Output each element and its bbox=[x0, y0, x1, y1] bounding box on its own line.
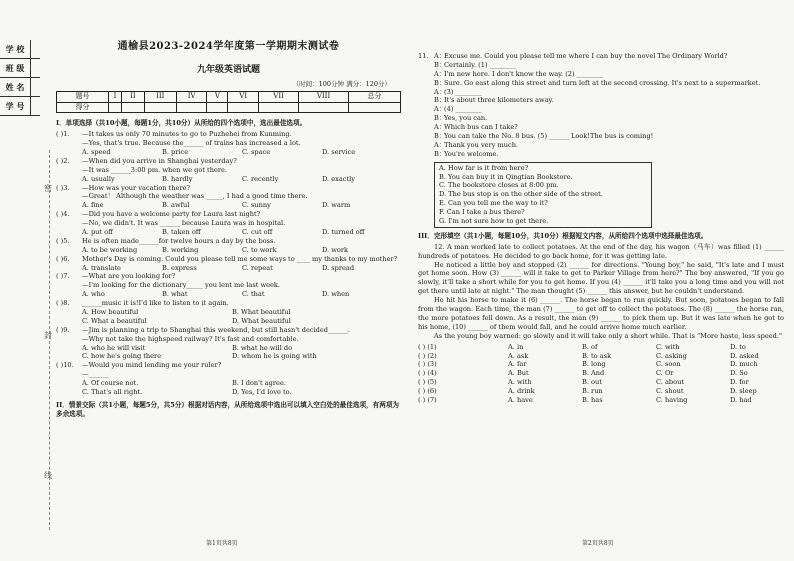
cloze-option: B. has bbox=[582, 395, 603, 404]
cloze-answer-number: ( ) (5) bbox=[418, 378, 437, 387]
score-header-cell: 题号 bbox=[57, 92, 109, 102]
question-text: —How was your vacation there? bbox=[82, 183, 191, 192]
question-text: —Jim is planning a trip to Shanghai this weekend, but still hasn't decided______. bbox=[82, 325, 350, 334]
option: A. usually bbox=[82, 174, 115, 183]
score-header-cell: VI bbox=[228, 92, 259, 102]
dialogue-indent bbox=[418, 70, 434, 79]
question-text: He is often made______for twelve hours a day by the boss. bbox=[82, 236, 276, 245]
question-number: ( )7. bbox=[56, 272, 70, 281]
binding-field-label: 班 级 bbox=[5, 62, 25, 73]
option: B. price bbox=[162, 147, 189, 156]
cloze-paragraph bbox=[418, 261, 784, 297]
footer-right: 第2页共8页 bbox=[582, 540, 614, 547]
question-line bbox=[56, 281, 401, 290]
question-number: ( )10. bbox=[56, 361, 74, 370]
cloze-option: D. to bbox=[730, 342, 746, 351]
score-cell bbox=[228, 102, 259, 112]
section1-heading: I．单项选择（共10小题，每题1分，共10分）从所给的四个选项中，选出最佳选项。 bbox=[56, 119, 307, 128]
cloze-option: A. ask bbox=[508, 351, 529, 360]
question-line bbox=[56, 210, 401, 219]
cloze-option: A. in bbox=[508, 342, 524, 351]
question-number: ( )2. bbox=[56, 156, 70, 165]
question-number: ( )8. bbox=[56, 299, 70, 308]
speaker-label: B： bbox=[434, 78, 446, 87]
question-indent bbox=[56, 370, 82, 379]
binding-field-row bbox=[0, 40, 40, 59]
question-options bbox=[56, 290, 401, 299]
option: C. recently bbox=[242, 174, 279, 183]
cloze-answer-row bbox=[418, 369, 784, 378]
dialogue-text: Which bus can I take? bbox=[444, 123, 518, 132]
question-text: —When did you arrive in Shanghai yesterday? bbox=[82, 156, 237, 165]
score-cell bbox=[122, 102, 145, 112]
option: B. taken off bbox=[162, 227, 201, 236]
question-text: —It takes us only 70 minutes to go to Puzhehei from Kunming. bbox=[82, 130, 292, 139]
binding-field-row bbox=[0, 59, 40, 78]
question-indent bbox=[56, 335, 82, 344]
option: A. How beautiful bbox=[82, 307, 139, 316]
dialogue-line bbox=[418, 70, 784, 79]
cloze-answer-number: ( ) (7) bbox=[418, 395, 437, 404]
dialogue-choices-box bbox=[434, 162, 652, 228]
dialogue-indent bbox=[418, 114, 434, 123]
footer-left: 第1页共8页 bbox=[206, 540, 238, 547]
question-line bbox=[56, 272, 401, 281]
cloze-paragraph bbox=[418, 296, 784, 332]
option: C. how he's going there bbox=[82, 352, 162, 361]
dialogue-text: It's about three kilometers away. bbox=[444, 96, 554, 105]
option: B. awful bbox=[162, 201, 190, 210]
question-text: —______ bbox=[82, 370, 109, 379]
dialogue-indent bbox=[418, 141, 434, 150]
question-number: ( )5. bbox=[56, 236, 70, 245]
binding-field-label: 学 号 bbox=[5, 100, 25, 111]
dialogue-indent bbox=[418, 88, 434, 97]
question-indent bbox=[56, 139, 82, 148]
cloze-paragraph-text: A man worked late to collect potatoes. At the end of the day, his wagon（马车）was filled (1) ______ hundreds of potatoes. He decided to go back home, for it was getting late. bbox=[418, 242, 784, 260]
speaker-label: B： bbox=[434, 114, 446, 123]
dialogue-line bbox=[418, 141, 784, 150]
option: D. spread bbox=[322, 263, 355, 272]
option: A. Of course not. bbox=[82, 379, 139, 388]
cloze-option: D. sleep bbox=[730, 387, 757, 396]
dialogue-text: Excuse me. Could you please tell me where I can buy the novel The Ordinary World? bbox=[444, 52, 728, 60]
option: B. what he will do bbox=[232, 343, 293, 352]
right-column bbox=[418, 52, 784, 405]
option: C. That's all right. bbox=[82, 388, 143, 396]
question-line bbox=[56, 370, 401, 379]
cloze-paragraph bbox=[418, 332, 784, 341]
dialogue-indent bbox=[418, 61, 434, 70]
binding-field-blank bbox=[30, 78, 40, 96]
dialogue-choice: D. The bus stop is on the other side of the street. bbox=[439, 190, 603, 199]
cloze-option: A. But bbox=[508, 369, 529, 378]
option: A. put off bbox=[82, 227, 113, 236]
cloze-option: C. having bbox=[656, 395, 688, 404]
speaker-label: B： bbox=[434, 132, 446, 141]
question-number: ( )9. bbox=[56, 325, 70, 334]
dialogue-indent bbox=[418, 79, 434, 88]
option: C. space bbox=[242, 147, 271, 156]
question-line bbox=[56, 335, 401, 344]
exam-meta: （时间：100分钟 满分：120分） bbox=[292, 79, 391, 88]
option: C. that bbox=[242, 290, 265, 299]
cloze-option: D. had bbox=[730, 395, 752, 404]
dialogue-indent bbox=[418, 96, 434, 105]
speaker-label: A： bbox=[434, 105, 446, 114]
question-text: —Why not take the highspeed railway? It's fast and comfortable. bbox=[82, 334, 299, 343]
cloze-option: D. So bbox=[730, 369, 748, 378]
question-line bbox=[56, 166, 401, 175]
option: D. Yes, I'd love to. bbox=[232, 388, 292, 396]
binding-field-blank bbox=[30, 40, 40, 58]
cloze-answer-number: ( ) (2) bbox=[418, 351, 437, 360]
cloze-answer-row bbox=[418, 360, 784, 369]
section2-heading: II．情景交际（共1小题，每题5分，共5分）根据对话内容，从所给选项中选出可以填入空白处的最佳选项，有两项为多余选项。 bbox=[56, 400, 400, 418]
question-text: —Great！ Although the weather was _____, I had a good time there. bbox=[82, 192, 308, 201]
cloze-option: A. with bbox=[508, 378, 532, 387]
cloze-option: C. asking bbox=[656, 351, 687, 360]
question-options bbox=[56, 148, 401, 157]
question-text: —Did you have a welcome party for Laura last night? bbox=[82, 210, 261, 219]
dialogue-indent bbox=[418, 105, 434, 114]
option: D. service bbox=[322, 147, 356, 156]
question-text: ______music it is!I'd like to listen to it again. bbox=[82, 299, 229, 308]
question-line bbox=[56, 299, 401, 308]
cloze-option: C. Or bbox=[656, 369, 674, 378]
dialogue-line bbox=[418, 96, 784, 105]
speaker-label: B： bbox=[434, 96, 446, 105]
score-row-label: 得分 bbox=[57, 102, 109, 112]
dialogue-choice: C. The bookstore closes at 8:00 pm. bbox=[439, 181, 559, 190]
question-indent bbox=[56, 219, 82, 228]
question-line bbox=[56, 184, 401, 193]
dialogue-choice: E. Can you tell me the way to it? bbox=[439, 199, 548, 208]
cloze-option: A. have bbox=[508, 395, 533, 404]
cloze-answer-number: ( ) (6) bbox=[418, 387, 437, 396]
question-indent bbox=[56, 281, 82, 290]
score-cell bbox=[299, 102, 349, 112]
speaker-label: B： bbox=[434, 149, 446, 158]
score-header-cell: VII bbox=[259, 92, 299, 102]
cloze-answer-row bbox=[418, 387, 784, 396]
question-options bbox=[56, 308, 401, 326]
binding-field-row bbox=[0, 78, 40, 97]
cloze-paragraph-text: He noticed a little boy and stopped (2) ______ for directions. "Young boy," he said, "It's late and I must get home soon. How (3) ______ will it take to get to Parker Village from here?" The boy answered, "If you go slowly, it'll take a short while for you to get home. If you (4) ______ it'll take you a long time and you will not get there until late at night." The man thought (5) ______ this answer, but he couldn't understand. bbox=[418, 260, 784, 296]
question-text: —What are you looking for? bbox=[82, 272, 176, 281]
option: A. who he will visit bbox=[82, 343, 146, 352]
cloze-answer-row bbox=[418, 352, 784, 361]
dialogue-line bbox=[418, 114, 784, 123]
option: D. warm bbox=[322, 201, 351, 210]
binding-field-blank bbox=[30, 97, 40, 115]
dialogue-text: I'm new here. I don't know the way. (2) ________ bbox=[444, 69, 604, 78]
question-line bbox=[56, 192, 401, 201]
option: D. when bbox=[322, 290, 350, 299]
exam-subtitle: 九年级英语试题 bbox=[196, 64, 260, 75]
binding-field-row bbox=[0, 97, 40, 116]
question-options bbox=[56, 201, 401, 210]
question-text: —Would you mind lending me your ruler? bbox=[82, 361, 222, 370]
question-indent bbox=[56, 192, 82, 201]
option: C. cut off bbox=[242, 227, 273, 236]
question-line bbox=[56, 130, 401, 139]
question-number: ( )6. bbox=[56, 254, 70, 263]
score-cell bbox=[348, 102, 400, 112]
cloze-answers bbox=[418, 343, 784, 405]
score-cell bbox=[176, 102, 207, 112]
score-cell bbox=[259, 102, 299, 112]
option: A. fine bbox=[82, 201, 104, 210]
option: A. who bbox=[82, 290, 105, 299]
speaker-label: A： bbox=[434, 52, 446, 60]
cloze-option: D. for bbox=[730, 378, 749, 387]
score-header-cell: III bbox=[144, 92, 176, 102]
option: D. What beautiful bbox=[232, 316, 291, 325]
question-line bbox=[56, 255, 401, 264]
dialogue-text: You can take the No. 8 bus. (5) ______ Look!The bus is coming! bbox=[444, 132, 654, 141]
score-header-cell: VIII bbox=[299, 92, 349, 102]
score-cell bbox=[144, 102, 176, 112]
cloze-answer-row bbox=[418, 343, 784, 352]
dialogue-line bbox=[418, 123, 784, 132]
cloze-answer-number: ( ) (3) bbox=[418, 360, 437, 369]
exam-title: 通榆县2023-2024学年度第一学期期末测试卷 bbox=[117, 41, 340, 52]
cloze-option: A. far bbox=[508, 360, 527, 369]
cloze-option: D. asked bbox=[730, 351, 759, 360]
cloze-answer-row bbox=[418, 378, 784, 387]
speaker-label: A： bbox=[434, 140, 446, 149]
dialogue-text: Yes, you can. bbox=[444, 114, 488, 123]
dialogue-line bbox=[418, 105, 784, 114]
left-column bbox=[56, 40, 401, 421]
cloze-option: B. long bbox=[582, 360, 606, 369]
option: C. What a beautiful bbox=[82, 316, 147, 325]
question-number: ( )4. bbox=[56, 210, 70, 219]
seal-mark-2: 封 bbox=[44, 331, 52, 340]
score-header-cell: V bbox=[207, 92, 228, 102]
question-line bbox=[56, 139, 401, 148]
option: C. repeat bbox=[242, 263, 273, 272]
cloze-option: B. run bbox=[582, 387, 603, 396]
question-number: ( )3. bbox=[56, 183, 70, 192]
score-header-cell: II bbox=[122, 92, 145, 102]
option: A. translate bbox=[82, 263, 121, 272]
binding-field-blank bbox=[30, 59, 40, 77]
dialogue-text: You're welcome. bbox=[444, 149, 499, 158]
seal-mark-1: 密 bbox=[44, 184, 52, 193]
question-line bbox=[56, 361, 401, 370]
option: B. express bbox=[162, 263, 197, 272]
cloze-passage bbox=[418, 243, 784, 341]
cloze-option: B. to ask bbox=[582, 351, 612, 360]
dialogue-choice: A. How far is it from here? bbox=[439, 163, 529, 172]
speaker-label: A： bbox=[434, 87, 446, 96]
dialogue-line bbox=[418, 52, 784, 61]
question-text: Mother's Day is coming. Could you please tell me some ways to ____ my thanks to my mother? bbox=[82, 254, 398, 263]
cloze-option: A. drink bbox=[508, 387, 535, 396]
speaker-label: A： bbox=[434, 123, 446, 132]
option: B. working bbox=[162, 245, 199, 254]
option: C. to work bbox=[242, 245, 277, 254]
seal-mark-3: 线 bbox=[44, 471, 52, 480]
question-text: —Yes, that's true. Because the______ of trains has increased a lot. bbox=[82, 139, 301, 148]
score-header-cell: I bbox=[108, 92, 121, 102]
binding-field-label: 姓 名 bbox=[5, 81, 25, 92]
option: D. whom he is going with bbox=[232, 352, 317, 361]
question-line bbox=[56, 157, 401, 166]
option: B. What beautiful bbox=[232, 307, 291, 316]
score-cell bbox=[108, 102, 121, 112]
option: D. work bbox=[322, 245, 349, 254]
dialogue-text: (4) ________ bbox=[444, 105, 482, 114]
dialogue-choice: F. Can I take a bus there? bbox=[439, 208, 525, 217]
option: B. what bbox=[162, 290, 188, 299]
dialogue-text: Sure. Go east along this street and turn left at the second crossing. It's next to a supermarket. bbox=[444, 78, 761, 87]
cloze-paragraph-text: He hit his horse to make it (6) ______. The horse began to run quickly. But soon, potatoes began to fall from the wagon. Each time, the man (7) ______ to get off to collect the potatoes. The (8) ______ the horse ran, the more potatoes fell down. As a result, the man (9) ______ to pick them up. But it was late when he got to his home, (10) ______ of them would fall, and he could arrive home much earlier. bbox=[418, 296, 784, 331]
option: C. sunny bbox=[242, 201, 271, 210]
cloze-option: C. with bbox=[656, 342, 680, 351]
binding-field-label: 学 校 bbox=[5, 43, 25, 54]
dialogue-text: Thank you very much. bbox=[444, 140, 519, 149]
cloze-option: C. about bbox=[656, 378, 685, 387]
dialogue-choice: G. I'm not sure how to get there. bbox=[439, 217, 549, 226]
dialogue-line bbox=[418, 150, 784, 159]
question-options bbox=[56, 264, 401, 273]
question-options bbox=[56, 228, 401, 237]
cloze-option: C. shout bbox=[656, 387, 684, 396]
dialogue-text: (3) ________ bbox=[444, 87, 482, 96]
section3-heading: III．完形填空（共1小题，每题10分，共10分）根据短文内容，从所给四个选项中选择最佳选项。 bbox=[418, 231, 708, 240]
cloze-number: 12. bbox=[434, 242, 445, 251]
question-line bbox=[56, 237, 401, 246]
question-number: ( )1. bbox=[56, 130, 70, 139]
option: B. I don't agree. bbox=[232, 379, 286, 388]
cloze-option: B. out bbox=[582, 378, 602, 387]
speaker-label: B： bbox=[434, 60, 446, 69]
dialogue-choice: B. You can buy it in Qingtian Bookstore. bbox=[439, 172, 573, 181]
question-line bbox=[56, 219, 401, 228]
binding-strip bbox=[0, 40, 40, 140]
cloze-option: C. soon bbox=[656, 360, 681, 369]
dialogue-number: 11. bbox=[418, 52, 429, 60]
question-indent bbox=[56, 166, 82, 175]
option: D. turned off bbox=[322, 227, 365, 236]
question-options bbox=[56, 344, 401, 362]
question-text: —It was ______3:00 pm. when we got there. bbox=[82, 165, 228, 174]
cloze-paragraph-text: As the young boy warned: go slowly and it will take only a short while. That is "More haste, less speed." bbox=[434, 331, 783, 340]
option: B. hardly bbox=[162, 174, 193, 183]
cloze-answer-number: ( ) (4) bbox=[418, 369, 437, 378]
dialogue bbox=[418, 52, 784, 159]
score-table bbox=[56, 91, 401, 113]
dialogue-indent bbox=[418, 123, 434, 132]
cloze-option: B. of bbox=[582, 342, 598, 351]
question-line bbox=[56, 326, 401, 335]
question-text: —No, we didn't. It was ______ because Laura was in hospital. bbox=[82, 219, 286, 228]
cloze-answer-number: ( ) (1) bbox=[418, 342, 437, 351]
cloze-option: B. And bbox=[582, 369, 605, 378]
score-header-cell: 总分 bbox=[348, 92, 400, 102]
score-header-cell: IV bbox=[176, 92, 207, 102]
option: A. speed bbox=[82, 147, 111, 156]
dialogue-line bbox=[418, 132, 784, 141]
dialogue-line bbox=[418, 79, 784, 88]
cloze-paragraph bbox=[418, 243, 784, 261]
score-cell bbox=[207, 102, 228, 112]
option: D. exactly bbox=[322, 174, 355, 183]
dialogue-line bbox=[418, 88, 784, 97]
dialogue-text: Certainly. (1) ________ bbox=[444, 60, 516, 69]
question-text: —I'm looking for the dictionary_____ you lent me last week. bbox=[82, 281, 281, 290]
question-options bbox=[56, 246, 401, 255]
question-options bbox=[56, 175, 401, 184]
option: A. to be working bbox=[82, 245, 138, 254]
dialogue-line bbox=[418, 61, 784, 70]
speaker-label: A： bbox=[434, 69, 446, 78]
section1-questions bbox=[56, 130, 401, 397]
dialogue-indent bbox=[418, 150, 434, 159]
dialogue-indent bbox=[418, 132, 434, 141]
cloze-answer-row bbox=[418, 396, 784, 405]
cloze-option: D. much bbox=[730, 360, 758, 369]
question-options bbox=[56, 379, 401, 397]
